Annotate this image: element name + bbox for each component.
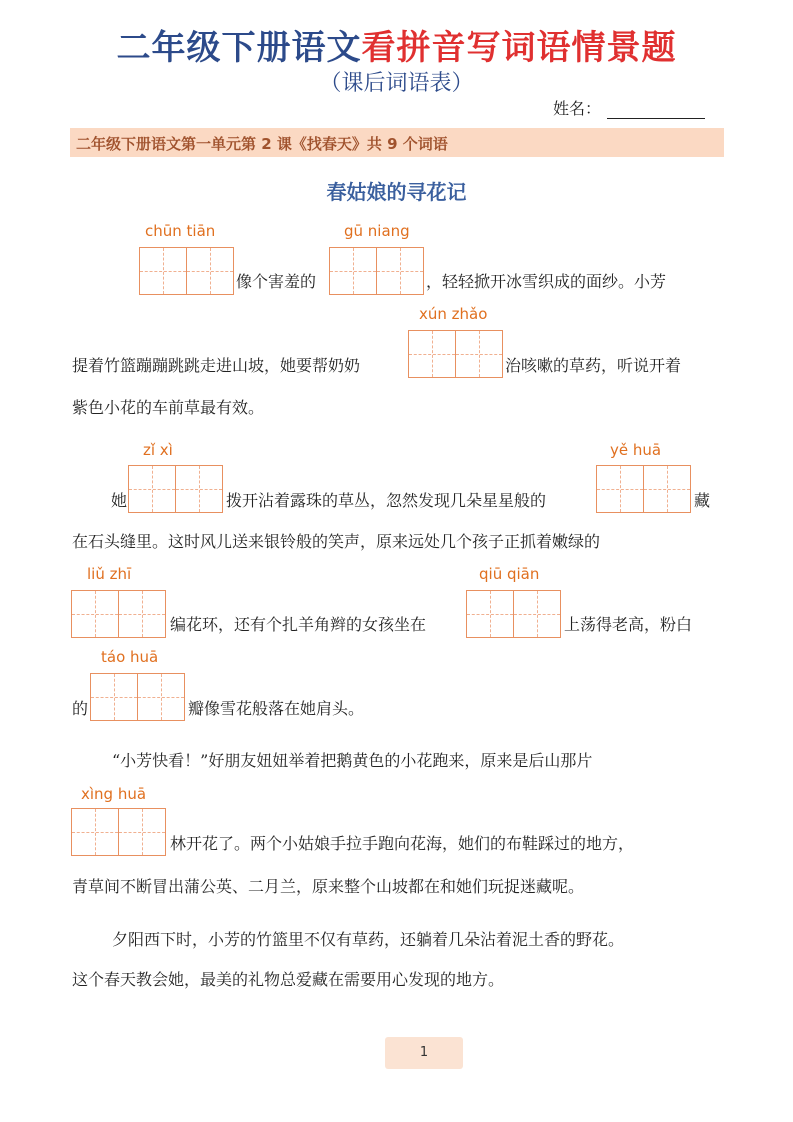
answer-box[interactable] — [90, 673, 186, 721]
story-title: 春姑娘的寻花记 — [326, 180, 467, 204]
pinyin-label: liǔ zhī — [87, 565, 132, 583]
story-text: 藏 — [694, 491, 711, 510]
writing-cell[interactable] — [128, 465, 176, 513]
story-text: 她 — [111, 491, 128, 510]
story-text: “小芳快看！”好朋友妞妞举着把鹅黄色的小花跑来，原来是后山那片 — [112, 751, 593, 770]
writing-cell[interactable] — [329, 247, 377, 295]
writing-cell[interactable] — [513, 590, 561, 638]
lesson-banner — [70, 128, 724, 157]
answer-box[interactable] — [71, 590, 167, 638]
name-blank-line[interactable] — [607, 104, 705, 119]
writing-cell[interactable] — [186, 247, 234, 295]
pinyin-label: yě huā — [610, 441, 662, 459]
writing-cell[interactable] — [71, 590, 119, 638]
story-text: 拨开沾着露珠的草丛，忽然发现几朵星星般的 — [226, 491, 547, 510]
writing-cell[interactable] — [118, 590, 166, 638]
answer-box[interactable] — [128, 465, 224, 513]
writing-cell[interactable] — [466, 590, 514, 638]
writing-cell[interactable] — [408, 330, 456, 378]
story-text: 编花环，还有个扎羊角辫的女孩坐在 — [170, 615, 427, 634]
pinyin-label: gū niang — [344, 222, 410, 240]
lesson-banner-text: 二年级下册语文第一单元第 2 课《找春天》共 9 个词语 — [76, 135, 448, 153]
writing-cell[interactable] — [118, 808, 166, 856]
pinyin-label: xún zhǎo — [419, 305, 488, 323]
story-text: 这个春天教会她，最美的礼物总爱藏在需要用心发现的地方。 — [72, 970, 505, 989]
writing-cell[interactable] — [175, 465, 223, 513]
title-part-1: 二年级下册语文 — [116, 28, 362, 68]
story-text: 像个害羞的 — [236, 272, 317, 291]
answer-box[interactable] — [408, 330, 504, 378]
writing-cell[interactable] — [643, 465, 691, 513]
story-text: 在石头缝里。这时风儿送来银铃般的笑声，原来远处几个孩子正抓着嫩绿的 — [72, 532, 601, 551]
name-label: 姓名： — [553, 99, 602, 118]
writing-cell[interactable] — [71, 808, 119, 856]
pinyin-label: xìng huā — [81, 785, 147, 803]
name-field — [553, 96, 705, 119]
story-text: 治咳嗽的草药，听说开着 — [505, 356, 682, 375]
answer-box[interactable] — [466, 590, 562, 638]
story-text: 林开花了。两个小姑娘手拉手跑向花海，她们的布鞋踩过的地方， — [170, 834, 635, 853]
pinyin-label: táo huā — [101, 648, 159, 666]
pinyin-label: zǐ xì — [143, 441, 173, 459]
writing-cell[interactable] — [137, 673, 185, 721]
writing-cell[interactable] — [455, 330, 503, 378]
story-text: 上荡得老高，粉白 — [564, 615, 693, 634]
writing-cell[interactable] — [90, 673, 138, 721]
story-text: 青草间不断冒出蒲公英、二月兰，原来整个山坡都在和她们玩捉迷藏呢。 — [72, 877, 585, 896]
page-title — [0, 20, 793, 69]
title-part-2: 看拼音写词语情景题 — [361, 28, 677, 68]
answer-box[interactable] — [139, 247, 235, 295]
answer-box[interactable] — [71, 808, 167, 856]
writing-cell[interactable] — [596, 465, 644, 513]
writing-cell[interactable] — [139, 247, 187, 295]
answer-box[interactable] — [329, 247, 425, 295]
story-text: 紫色小花的车前草最有效。 — [72, 398, 265, 417]
page-subtitle: （课后词语表） — [319, 71, 474, 96]
story-text: 瓣像雪花般落在她肩头。 — [188, 699, 365, 718]
answer-box[interactable] — [596, 465, 692, 513]
story-text: 夕阳西下时，小芳的竹篮里不仅有草药，还躺着几朵沾着泥土香的野花。 — [112, 930, 625, 949]
pinyin-label: chūn tiān — [145, 222, 216, 240]
story-text: 的 — [72, 699, 89, 718]
writing-cell[interactable] — [376, 247, 424, 295]
story-text: ，轻轻掀开冰雪织成的面纱。小芳 — [426, 272, 667, 291]
page-number: 1 — [385, 1037, 463, 1069]
story-text: 提着竹篮蹦蹦跳跳走进山坡，她要帮奶奶 — [72, 356, 361, 375]
pinyin-label: qiū qiān — [479, 565, 540, 583]
